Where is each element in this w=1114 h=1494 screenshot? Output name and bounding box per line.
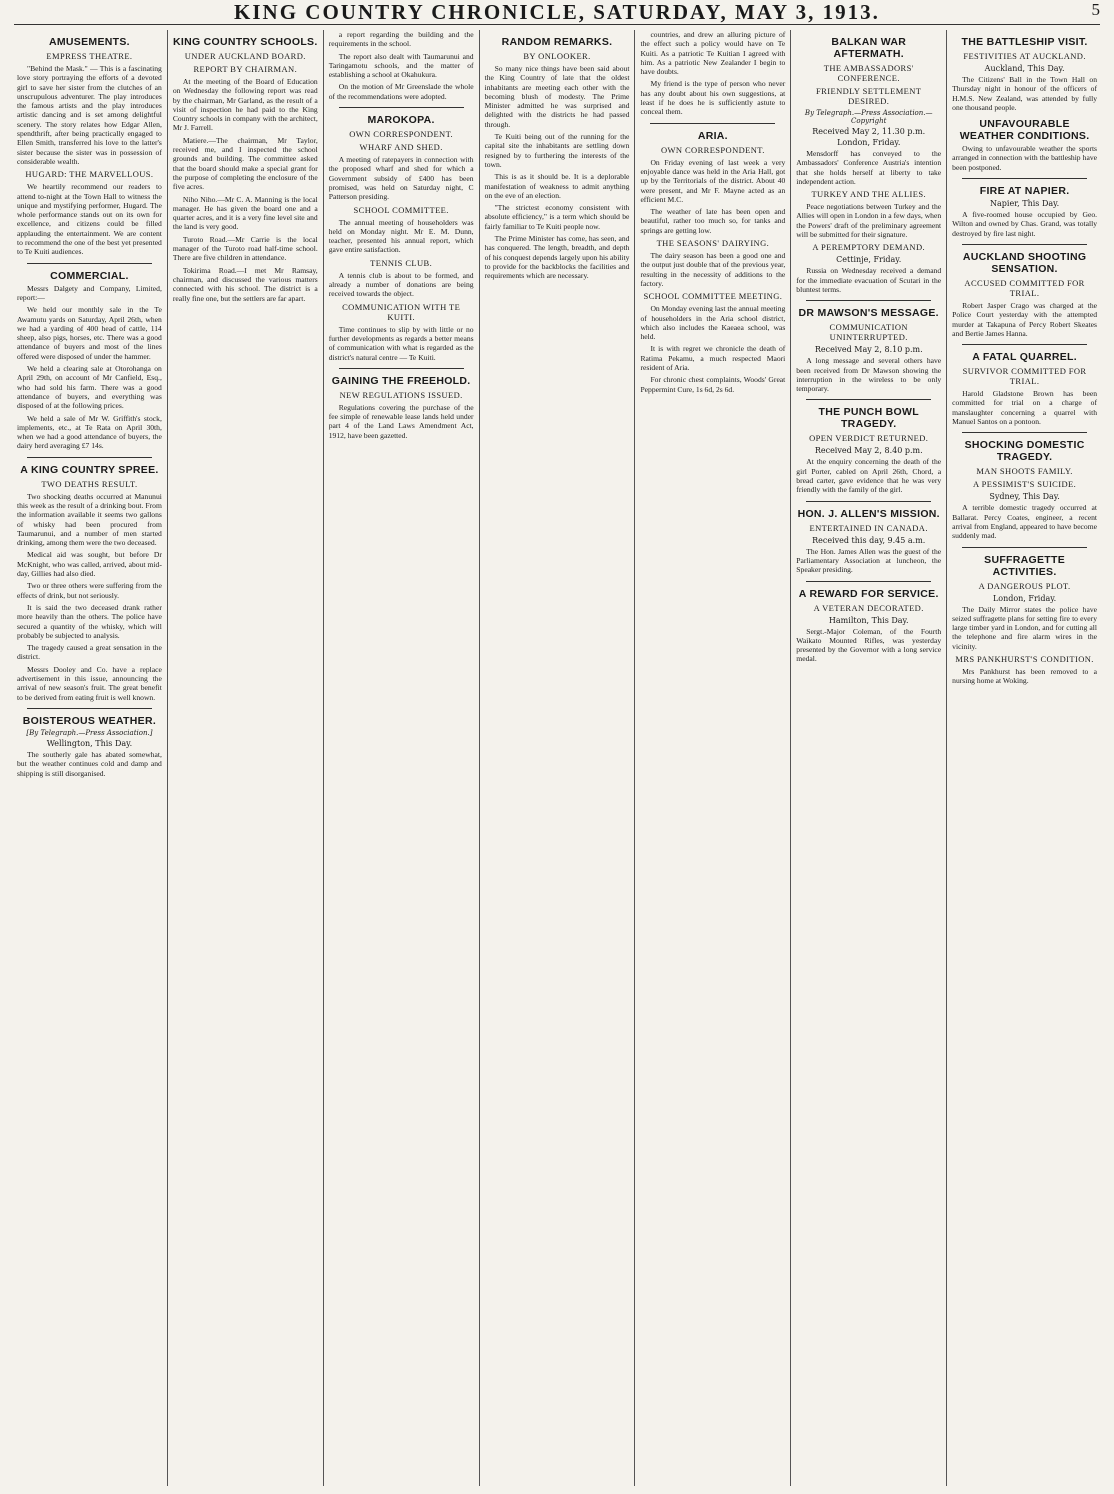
article-subheading: TURKEY AND THE ALLIES. [811,189,927,200]
article-headline: RANDOM REMARKS. [501,36,613,48]
section-divider [27,708,152,709]
page-number: 5 [1091,0,1100,19]
article-subheading: BY ONLOOKER. [523,51,591,61]
article-subheading: UNDER AUCKLAND BOARD. [184,51,306,61]
article-subheading: TWO DEATHS RESULT. [41,478,138,489]
article-dateline: Hamilton, This Day. [828,615,909,625]
article-paragraph: The annual meeting of householders was held on Monday night. Mr E. M. Dunn, teacher, presented his annual report, which gave entire satisfaction. [328,217,474,255]
article-paragraph: Harold Gladstone Brown has been committed for trial on a charge of manslaughter concerning a quarrel with Manuel Santos on a pontoon. [952,389,1098,427]
article-subheading: MAN SHOOTS FAMILY. [976,466,1073,477]
article-subheading: SCHOOL COMMITTEE. [353,204,449,215]
article-subheading: A PEREMPTORY DEMAND. [812,242,926,253]
article-paragraph: Two shocking deaths occurred at Manunui this week as the result of a drinking bout. From the information available it seems two gallons of whisky had been procured from Taumarunui, and a number of men started drinking, among them were the two deceased. [17,491,162,548]
article-paragraph: "The strictest economy consistent with absolute efficiency," is a term which should be fairly familiar to Te Kuiti people now. [484,203,630,231]
article-subheading: ACCUSED COMMITTED FOR TRIAL. [964,277,1085,298]
article-paragraph: Robert Jasper Crago was charged at the Police Court yesterday with the attempted murder at Takapuna of Percy Robert Skeates and Bertie James Hanna. [952,300,1098,338]
article-paragraph: So many nice things have been said about the King Country of late that the oldest inhabitants are meeting each other with the becoming blush of modesty. The Prime Minister admitted he was surprised and delighted with the districts he had passed through. [484,64,630,129]
article-headline: AUCKLAND SHOOTING SENSATION. [962,250,1087,275]
article-paragraph: The weather of late has been open and beautiful, rather too much so, for tanks and springs are getting low. [640,207,786,235]
article-headline: THE BATTLESHIP VISIT. [961,36,1088,48]
article-paragraph: Owing to unfavourable weather the sports arranged in connection with the battleship have been postponed. [952,144,1098,172]
article-dateline: Received May 2, 11.30 p.m. [812,127,926,136]
article-headline: HON. J. ALLEN'S MISSION. [797,507,940,520]
article-headline: ARIA. [697,129,728,142]
article-paragraph: We held our monthly sale in the Te Awamutu yards on Saturday, April 26th, when we had a yarding of 400 head of cattle, 114 sheep, also pigs, horses, etc. There was a good attendance of buyers and most of the lines offered were disposed of under the hammer. [17,305,162,361]
article-paragraph: Mensdorff has conveyed to the Ambassadors' Conference Austria's intention that she holds herself at liberty to take independent action. [796,149,942,186]
article-subheading: COMMUNICATION WITH TE KUITI. [342,301,461,322]
column-1 [12,30,168,1486]
article-headline: DR MAWSON'S MESSAGE. [798,307,939,320]
article-paragraph: My friend is the type of person who never has any doubt about his own suggestions, at least if he does he is sufficiently astute to conceal them. [640,79,786,117]
article-headline: AMUSEMENTS. [48,36,130,48]
article-subheading: NEW REGULATIONS ISSUED. [339,389,463,400]
article-dateline: Received May 2, 8.40 p.m. [814,446,923,456]
article-paragraph: On Friday evening of last week a very enjoyable dance was held in the Aria Hall, got up by the Territorials of the district. About 40 were present, and Mr F. Mayne acted as an efficient M.C. [640,157,786,204]
masthead-title: KING COUNTRY CHRONICLE, SATURDAY, MAY 3, 1913. [234,0,880,24]
article-dateline: Received May 2, 8.10 p.m. [814,345,923,355]
section-divider [962,178,1087,179]
article-paragraph: A five-roomed house occupied by Geo. Wilton and owned by Chas. Grand, was totally destroyed by fire last night. [952,210,1098,238]
article-paragraph: Turoto Road.—Mr Carrie is the local manager of the Turoto road half-time school. There are five children in attendance. [172,234,318,263]
article-dateline: Sydney, This Day. [989,492,1060,502]
article-paragraph: Russia on Wednesday received a demand for the immediate evacuation of Scutari in the bluntest terms. [796,266,942,294]
article-headline: SHOCKING DOMESTIC TRAGEDY. [964,439,1085,464]
article-paragraph: Two or three others were suffering from the effects of drink, but not seriously. [17,581,162,600]
article-paragraph: We held a sale of Mr W. Griffith's stock, implements, etc., at Te Rata on April 30th, when we had a good attendance of buyers, the dairy herd averaging £7 14s. [17,413,162,451]
article-paragraph: Messrs Dooley and Co. have a replace advertisement in this issue, announcing the arrival of new season's fruit. The great benefit to be derived from eating fruit is well known. [17,664,162,702]
section-divider [339,368,464,369]
article-subheading: OWN CORRESPONDENT. [660,144,765,155]
columns-container [12,30,1102,1486]
article-paragraph: Tokirima Road.—I met Mr Ramsay, chairman, and discussed the various matters connected with his school. The district is a really fine one, but the settlers are far apart. [172,265,318,303]
article-subheading: THE AMBASSADORS' CONFERENCE. [823,63,914,83]
article-paragraph: Medical aid was sought, but before Dr McKnight, who was called, arrived, about mid-day, Gillies had also died. [17,550,162,579]
article-paragraph: The Hon. James Allen was the guest of the Parliamentary Association at luncheon, the Speaker presiding. [796,546,942,575]
article-headline: A FATAL QUARREL. [972,351,1077,364]
article-headline: SUFFRAGETTE ACTIVITIES. [984,553,1066,578]
section-divider [962,244,1087,245]
article-headline: FIRE AT NAPIER. [979,185,1070,198]
article-paragraph: The report also dealt with Taumarunui and Taringamotu schools, and the matter of establishing a school at Okahukura. [328,51,474,80]
article-paragraph: A meeting of ratepayers in connection with the proposed wharf and shed for which a Government subsidy of £400 has been promised, was held on Saturday night, C Patterson presiding. [328,155,474,202]
article-dateline: Wellington, This Day. [46,738,133,748]
column-7 [947,30,1102,1486]
article-paragraph: A terrible domestic tragedy occurred at Ballarat. Percy Coates, engineer, a recent arrival from England, appeared to have become suddenly mad. [952,503,1098,541]
article-subheading: MRS PANKHURST'S CONDITION. [955,654,1094,665]
article-paragraph: Matiere.—The chairman, Mr Taylor, received me, and I inspected the school grounds and building. The committee asked that the board should make a special grant for the purpose of completing the enclosure of the five acres. [172,135,318,192]
article-paragraph: Sergt.-Major Coleman, of the Fourth Waikato Mounted Rifles, was yesterday presented by the Governor with a long service medal. [796,626,942,664]
masthead [14,0,1100,25]
article-paragraph: A long message and several others have been received from Dr Mawson showing the interruption in the wireless to be only temporary. [796,356,942,394]
article-subheading: HUGARD: THE MARVELLOUS. [25,169,154,180]
article-paragraph: At the meeting of the Board of Education on Wednesday the following report was read by the chairman, Mr Garland, as the result of a visit of inspection he had paid to the King Country schools in company with the architect, Mr J. Farrell. [172,77,318,133]
section-divider [806,399,931,400]
article-paragraph: The tragedy caused a great sensation in the district. [17,643,162,662]
article-paragraph: Te Kuiti being out of the running for the capital site the inhabitants are settling down resigned by to furthering the interests of the town. [484,132,630,169]
article-byline: [By Telegraph.—Press Association.] [26,728,153,737]
article-subheading: ENTERTAINED IN CANADA. [809,522,928,533]
article-paragraph: Mrs Pankhurst has been removed to a nursing home at Woking. [952,667,1098,686]
article-subheading: TENNIS CLUB. [370,257,433,268]
article-paragraph: Messrs Dalgety and Company, Limited, report:— [17,283,162,302]
section-divider [27,457,152,458]
article-paragraph: countries, and drew an alluring picture of the effect such a policy would have on Te Kuiti. As a patriotic Te Kuitian I agreed with him. As a patriotic New Zealander I begin to have doubts. [640,30,786,77]
article-headline: GAINING THE FREEHOLD. [331,374,471,387]
article-paragraph: The Citizens' Ball in the Town Hall on Thursday night in honour of the officers of H.M.S. New Zealand, was attended by fully one thousand people. [952,75,1098,112]
article-subheading: EMPRESS THEATRE. [46,51,133,61]
article-dateline: Napier, This Day. [990,199,1060,209]
article-paragraph: It is with regret we chronicle the death of Ratima Pekamu, a much respected Maori resident of Aria. [640,344,786,373]
section-divider [806,581,931,582]
article-paragraph: It is said the two deceased drank rather more heavily than the others. The police have secured a quantity of the whisky, which will probably be subjected to analysis. [17,602,162,640]
article-paragraph: For chronic chest complaints, Woods' Great Peppermint Cure, 1s 6d, 2s 6d. [640,375,786,394]
article-subheading: THE SEASONS' DAIRYING. [656,238,770,249]
article-dateline: Received this day, 9.45 a.m. [812,535,926,545]
article-paragraph: The Daily Mirror states the police have seized suffragette plans for setting fire to every large timber yard in London, and for cutting all the telephone and fire alarm wires in the vicinity. [952,604,1098,651]
article-paragraph: We held a clearing sale at Otorohanga on April 29th, on account of Mr Canfield, Esq., who had sold his farm. There was a good attendance of buyers, and everything was disposed of at the following prices. [17,364,162,411]
section-divider [650,123,775,124]
article-dateline: Cettinje, Friday. [836,255,902,265]
article-byline: By Telegraph.—Press Association.—Copyright [804,109,933,125]
column-2 [168,30,324,1486]
article-paragraph: Peace negotiations between Turkey and the Allies will open in London in a few days, when the Powers' draft of the preliminary agreement will be submitted for their signature. [796,202,942,240]
article-subheading: FRIENDLY SETTLEMENT DESIRED. [816,86,922,106]
article-subheading: COMMUNICATION UNINTERRUPTED. [829,322,908,343]
article-subheading: FESTIVITIES AT AUCKLAND. [963,51,1086,61]
article-subheading: SCHOOL COMMITTEE MEETING. [643,291,783,302]
article-paragraph: The dairy season has been a good one and the output just double that of the previous year, resulting in the necessity of additions to the factory. [640,251,786,288]
article-paragraph: Time continues to slip by with little or no further developments as regards a better means of communication with what is regarded as the district's natural centre — Te Kuiti. [328,324,474,362]
section-divider [962,547,1087,548]
section-divider [806,300,931,301]
article-headline: UNFAVOURABLE WEATHER CONDITIONS. [959,118,1090,143]
article-subheading: SURVIVOR COMMITTED FOR TRIAL. [962,366,1087,387]
article-headline: A REWARD FOR SERVICE. [798,587,939,600]
article-paragraph: Regulations covering the purchase of the fee simple of renewable lease lands held under part 4 of the Land Laws Amendment Act, 1912, have been gazetted. [328,402,474,440]
column-6 [791,30,947,1486]
article-paragraph: On the motion of Mr Greenslade the whole of the recommendations were adopted. [328,82,474,101]
section-divider [339,107,464,108]
article-subheading: WHARF AND SHED. [359,142,443,153]
section-divider [806,501,931,502]
article-subheading: A VETERAN DECORATED. [813,602,924,613]
article-dateline: London, Friday. [992,593,1057,603]
article-subheading: REPORT BY CHAIRMAN. [193,64,298,74]
article-headline: BALKAN WAR AFTERMATH. [831,36,907,60]
article-headline: BOISTEROUS WEATHER. [22,714,157,727]
article-paragraph: a report regarding the building and the requirements in the school. [328,30,474,49]
article-paragraph: Niho Niho.—Mr C. A. Manning is the local manager. He has given the board one and a quarter acres, and it is a very fine level site and the land is very good. [172,194,318,232]
article-paragraph: This is as it should be. It is a deplorable manifestation of weakness to admit anything on the eve of an election. [484,172,630,200]
section-divider [962,344,1087,345]
column-3 [324,30,480,1486]
column-4 [480,30,636,1486]
article-subheading: A PESSIMIST'S SUICIDE. [973,479,1077,490]
article-paragraph: The southerly gale has abated somewhat, but the weather continues cold and damp and shipping is still disorganised. [17,749,162,778]
article-headline: KING COUNTRY SCHOOLS. [173,36,318,48]
article-headline: COMMERCIAL. [50,269,129,282]
article-headline: A KING COUNTRY SPREE. [20,463,159,476]
article-headline: MAROKOPA. [367,114,435,127]
article-paragraph: At the enquiry concerning the death of the girl Porter, cabled on April 26th, Chord, a bread carter, gave evidence that he was very friendly with the family of the girl. [796,457,942,495]
column-5 [635,30,791,1486]
section-divider [27,263,152,264]
article-paragraph: "Behind the Mask." — This is a fascinating love story portraying the efforts of a devoted girl to save her sister from the clutches of an unscrupulous adventurer. The play introduces the famous artists and the play introduces artistic dancing and is set among delightful scenery. The story relates how Edgar Allen, spendthrift, after being practically engaged to Ellen Smith, transferred his love to the latter's sister because the sister was in possession of considerable wealth. [17,64,162,166]
article-headline: THE PUNCH BOWL TRAGEDY. [818,406,919,431]
article-dateline: London, Friday. [837,138,901,147]
article-subheading: OWN CORRESPONDENT. [349,129,454,140]
article-subheading: OPEN VERDICT RETURNED. [809,433,929,444]
article-paragraph: A tennis club is about to be formed, and already a number of donations are being received towards the object. [328,270,474,299]
article-dateline: Auckland, This Day. [984,64,1065,73]
article-paragraph: On Monday evening last the annual meeting of householders in the Aria school district, which also includes the Kaeaea school, was held. [640,304,786,342]
article-subheading: A DANGEROUS PLOT. [978,580,1071,591]
article-paragraph: The Prime Minister has come, has seen, and has conquered. The length, breadth, and depth of his conquest depends largely upon his ability to provide for the backblocks the facilities and requirements which are necessary. [484,234,630,281]
article-paragraph: We heartily recommend our readers to attend to-night at the Town Hall to witness the unique and mystifying performer, Hugard. The whole performance stands out on its own for excellence, and citizens could be filled applauding the entertainment. We are content to recommend the one of the best yet presented to Te Kuiti audiences. [17,182,162,257]
section-divider [962,432,1087,433]
